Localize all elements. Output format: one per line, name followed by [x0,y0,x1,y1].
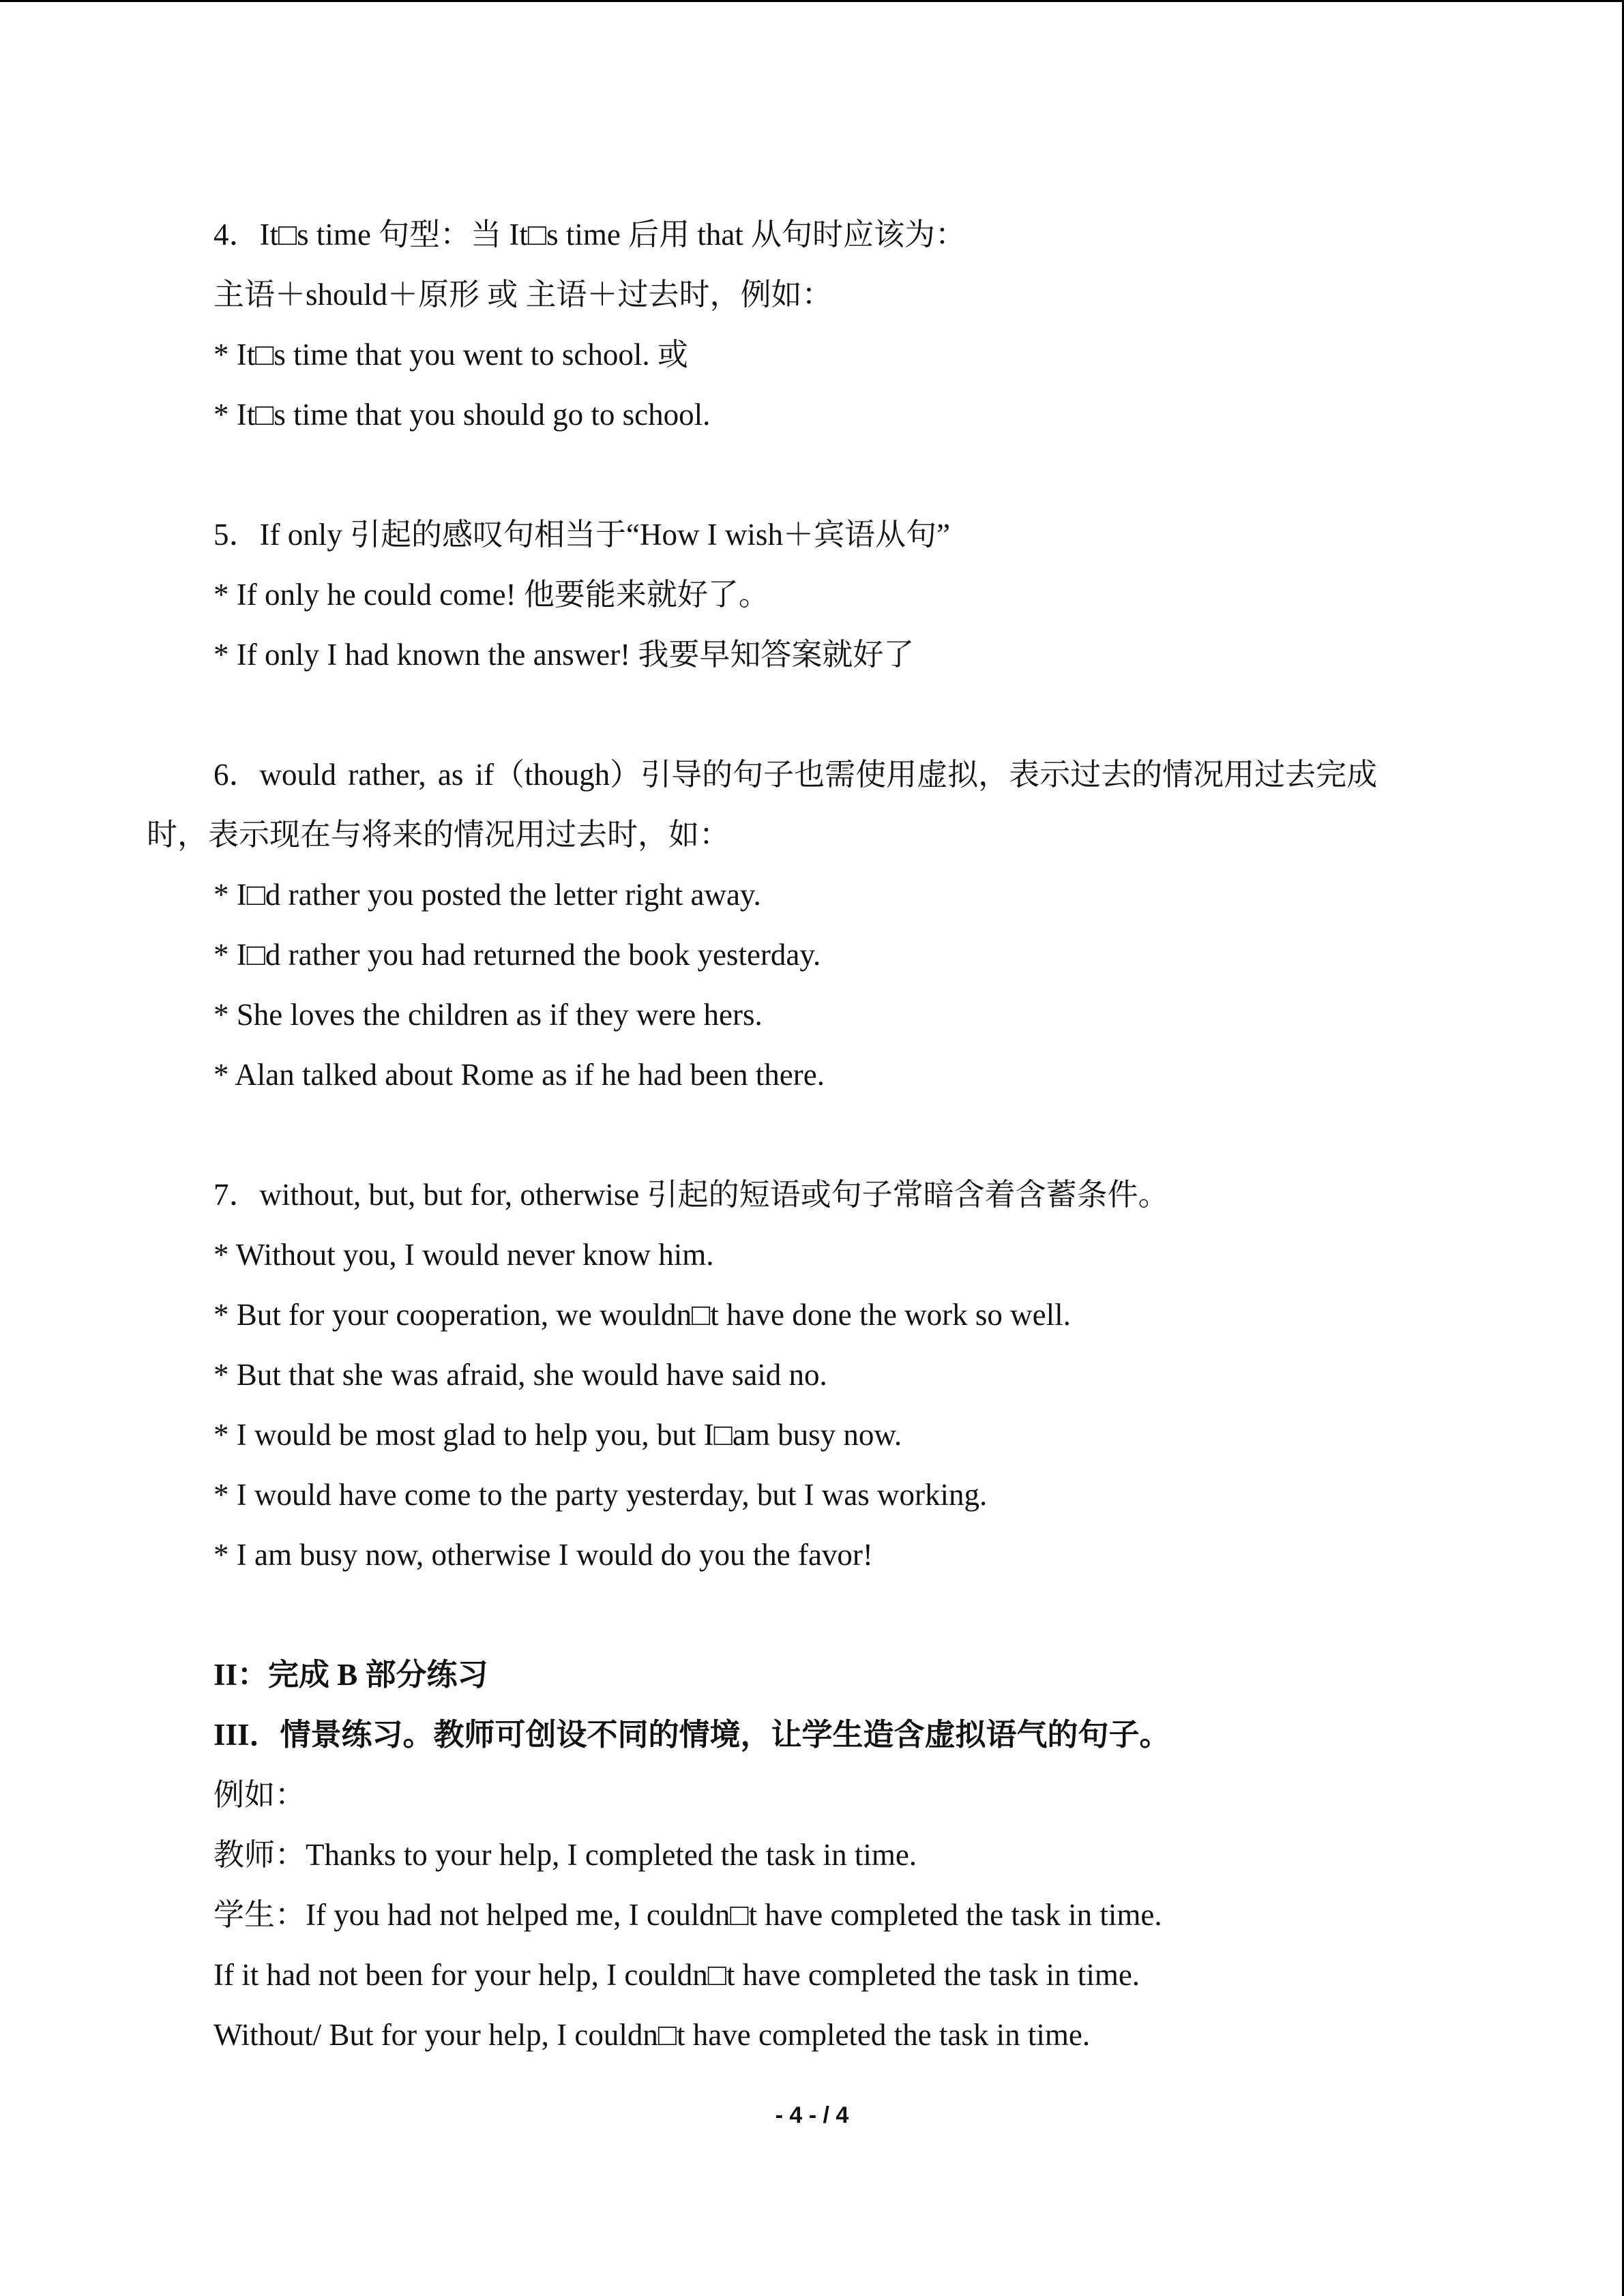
section-7-example-5: * I would have come to the party yesterday, but I was working. [213,1478,988,1512]
section-iii-heading: III．情景练习。教师可创设不同的情境，让学生造含虚拟语气的句子。 [213,1718,1170,1752]
section-7-example-1: * Without you, I would never know him. [213,1238,714,1272]
spacer [147,1105,1483,1165]
spacer [147,1585,1483,1645]
section-7-example-2: * But for your cooperation, we wouldn□t have done the work so well. [213,1298,1071,1332]
section-iii-teacher-line: 教师：Thanks to your help, I completed the task in time. [213,1838,917,1872]
section-iii-student-line: 学生：If you had not helped me, I couldn□t have completed the task in time. [213,1898,1162,1932]
section-ii-heading: II：完成 B 部分练习 [213,1658,488,1692]
section-6-example-1: * I□d rather you posted the letter right away. [213,878,761,912]
document-body [147,205,1483,2065]
section-7-example-6: * I am busy now, otherwise I would do you the favor! [213,1538,873,1572]
section-6-heading-line-1: 6．would rather, as if（though）引导的句子也需使用虚拟，表示过去的情况用过去完成 [213,758,1378,792]
section-4-rule: 主语＋should＋原形 或 主语＋过去时，例如： [213,278,833,312]
section-6-example-2: * I□d rather you had returned the book yesterday. [213,938,821,972]
spacer [147,685,1483,745]
section-6-heading-line-2: 时，表示现在与将来的情况用过去时，如： [147,818,730,852]
section-7-example-3: * But that she was afraid, she would have said no. [213,1358,827,1392]
section-4-example-1: * It□s time that you went to school. 或 [213,338,688,372]
section-iii-alt-line-2: Without/ But for your help, I couldn□t have completed the task in time. [213,2018,1091,2052]
section-4-example-2: * It□s time that you should go to school. [213,398,711,432]
section-5-example-1: * If only he could come! 他要能来就好了。 [213,578,769,612]
section-7-heading: 7．without, but, but for, otherwise 引起的短语或句子常暗含着含蓄条件。 [213,1178,1169,1212]
section-5-heading: 5．If only 引起的感叹句相当于“How I wish＋宾语从句” [213,518,950,552]
section-6-example-4: * Alan talked about Rome as if he had been there. [213,1058,825,1092]
section-7-example-4: * I would be most glad to help you, but I□am busy now. [213,1418,902,1452]
section-6-example-3: * She loves the children as if they were hers. [213,998,763,1032]
section-iii-example-label: 例如： [213,1778,306,1812]
section-iii-alt-line-1: If it had not been for your help, I couldn□t have completed the task in time. [213,1958,1140,1992]
section-5-example-2: * If only I had known the answer! 我要早知答案就好了 [213,638,915,672]
page-number: - 4 - / 4 [775,2102,849,2128]
page-border-top [0,0,1624,2]
section-4-heading: 4．It□s time 句型：当 It□s time 后用 that 从句时应该为： [213,218,966,252]
spacer [147,445,1483,505]
